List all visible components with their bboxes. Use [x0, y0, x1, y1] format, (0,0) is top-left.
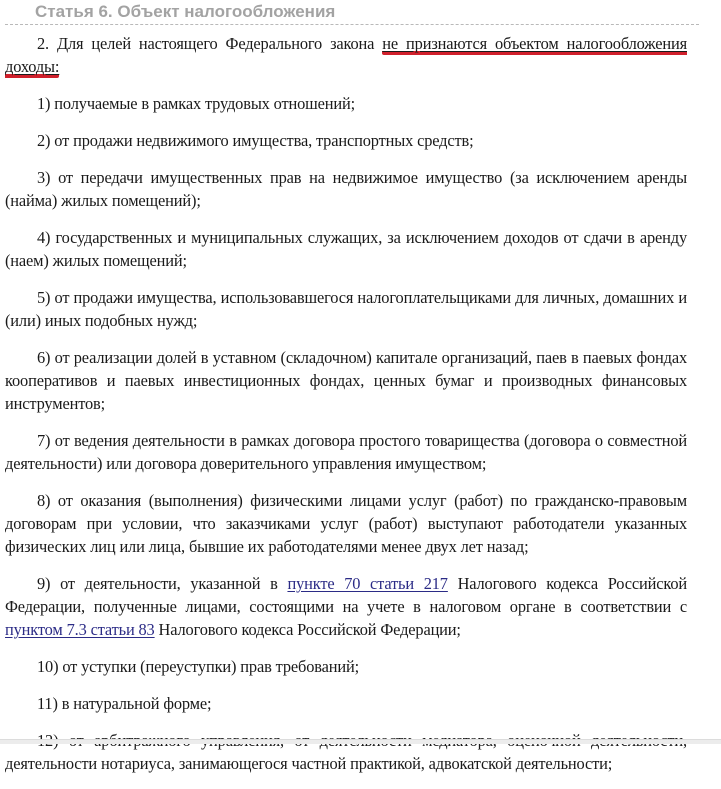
article-heading: Статья 6. Объект налогообложения — [5, 0, 699, 25]
item9-text-2: Налогового кодекса Российской Федерации, полученные лицами, состоящими на учете в налоговом органе в соответствии с — [5, 574, 687, 616]
item9-text-1: 9) от деятельности, указанной в — [37, 574, 288, 593]
document-page — [5, 0, 687, 789]
item9-text-3: Налогового кодекса Российской Федерации; — [154, 620, 461, 639]
list-item-5: 5) от продажи имущества, использовавшегося налогоплательщиками для личных, домашних и (или) иных подобных нужд; — [5, 288, 687, 330]
link-article-217-point-70[interactable]: пункте 70 статьи 217 — [287, 574, 448, 593]
list-item-4: 4) государственных и муниципальных служащих, за исключением доходов от сдачи в аренду (наем) жилых помещений; — [5, 228, 687, 270]
list-item-6: 6) от реализации долей в уставном (складочном) капитале организаций, паев в паевых фондах кооперативов и паевых инвестиционных фондах, ценных бумаг и производных финансовых инструментов; — [5, 348, 687, 413]
list-item-8: 8) от оказания (выполнения) физическими лицами услуг (работ) по гражданско-правовым договорам при условии, что заказчиками услуг (работ) выступают работодатели указанных физических лиц или лица, бывшие их работодателями менее двух лет назад; — [5, 491, 687, 556]
list-item-2: 2) от продажи недвижимого имущества, транспортных средств; — [37, 131, 474, 150]
list-item-12: деятельности нотариуса, занимающегося частной практикой, адвокатской деятельности; — [5, 754, 613, 773]
intro-paragraph — [5, 32, 687, 78]
list-item-9 — [5, 572, 687, 641]
list-item-7: 7) от ведения деятельности в рамках договора простого товарищества (договора о совместной деятельности) или договора доверительного управления имуществом; — [5, 431, 687, 473]
bottom-edge-band — [0, 739, 721, 744]
highlighted-phrase: не признаются объектом налогообложения доходы: — [5, 34, 687, 76]
list-item-11: 11) в натуральной форме; — [37, 694, 212, 713]
list-item-1: 1) получаемые в рамках трудовых отношений; — [37, 94, 356, 113]
link-article-83-point-7-3[interactable]: пунктом 7.3 статьи 83 — [5, 620, 155, 639]
list-item-3: 3) от передачи имущественных прав на недвижимое имущество (за исключением аренды (найма) жилых помещений); — [5, 168, 687, 210]
list-item-10: 10) от уступки (переуступки) прав требований; — [37, 657, 360, 676]
intro-prefix: 2. Для целей настоящего Федерального закона — [37, 34, 383, 53]
